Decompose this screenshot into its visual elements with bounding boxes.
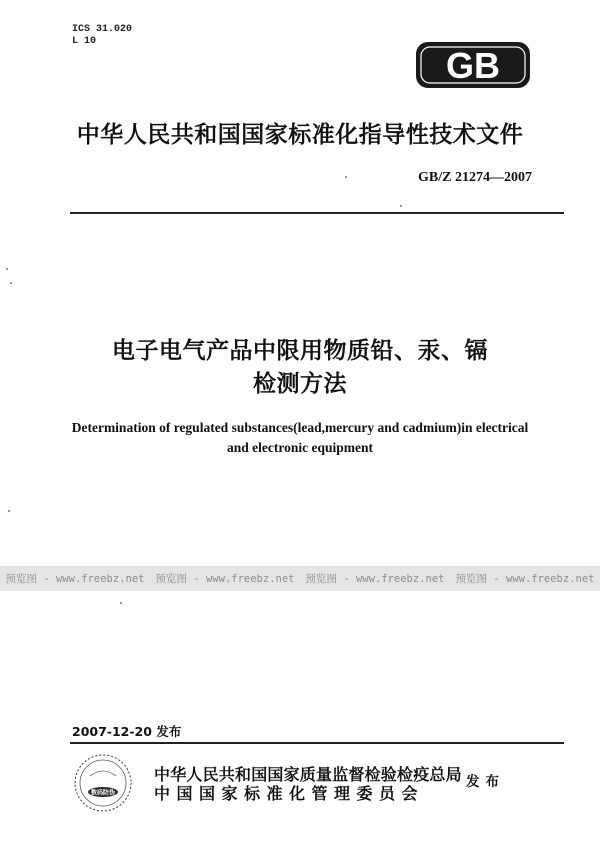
issuer-line-2: 中国国家标准化管理委员会 (154, 784, 425, 803)
ics-code: ICS 31.020 (72, 24, 133, 35)
watermark-text: 预览图 - www.freebz.net (455, 573, 595, 585)
anti-counterfeit-seal-icon (72, 752, 134, 814)
watermark-text: 预览图 - www.freebz.net (5, 573, 145, 585)
title-chinese-line-2: 检测方法 (253, 371, 347, 397)
gb-logo (414, 40, 532, 90)
watermark-text: 预览图 - www.freebz.net (155, 573, 295, 585)
bottom-divider (70, 742, 564, 744)
scan-speck (400, 205, 402, 207)
scan-speck (120, 602, 122, 604)
scan-speck (6, 268, 8, 270)
issue-date: 2007-12-20 发布 (72, 724, 182, 739)
title-english-line-2: and electronic equipment (227, 440, 373, 455)
gb-logo-text: GB (446, 45, 500, 86)
scan-speck (10, 282, 12, 284)
ics-classification-block (72, 24, 132, 48)
publish-label: 发布 (466, 774, 505, 790)
title-english-line-1: Determination of regulated substances(lead,mercury and cadmium)in electrical (71, 420, 529, 435)
standard-number: GB/Z 21274—2007 (418, 170, 532, 185)
seal-text: 数码防伪 (90, 789, 116, 797)
title-chinese-line-1: 电子电气产品中限用物质铅、汞、镉 (112, 338, 488, 364)
document-category: 中华人民共和国国家标准化指导性技术文件 (76, 122, 524, 148)
top-divider (70, 212, 564, 214)
ccs-code: L 10 (72, 36, 97, 47)
watermark-text: 预览图 - www.freebz.net (305, 573, 445, 585)
watermark-band (0, 566, 600, 591)
scan-speck (345, 176, 347, 178)
scan-speck (8, 510, 10, 512)
issuer-line-1: 中华人民共和国国家质量监督检验检疫总局 (154, 765, 462, 784)
